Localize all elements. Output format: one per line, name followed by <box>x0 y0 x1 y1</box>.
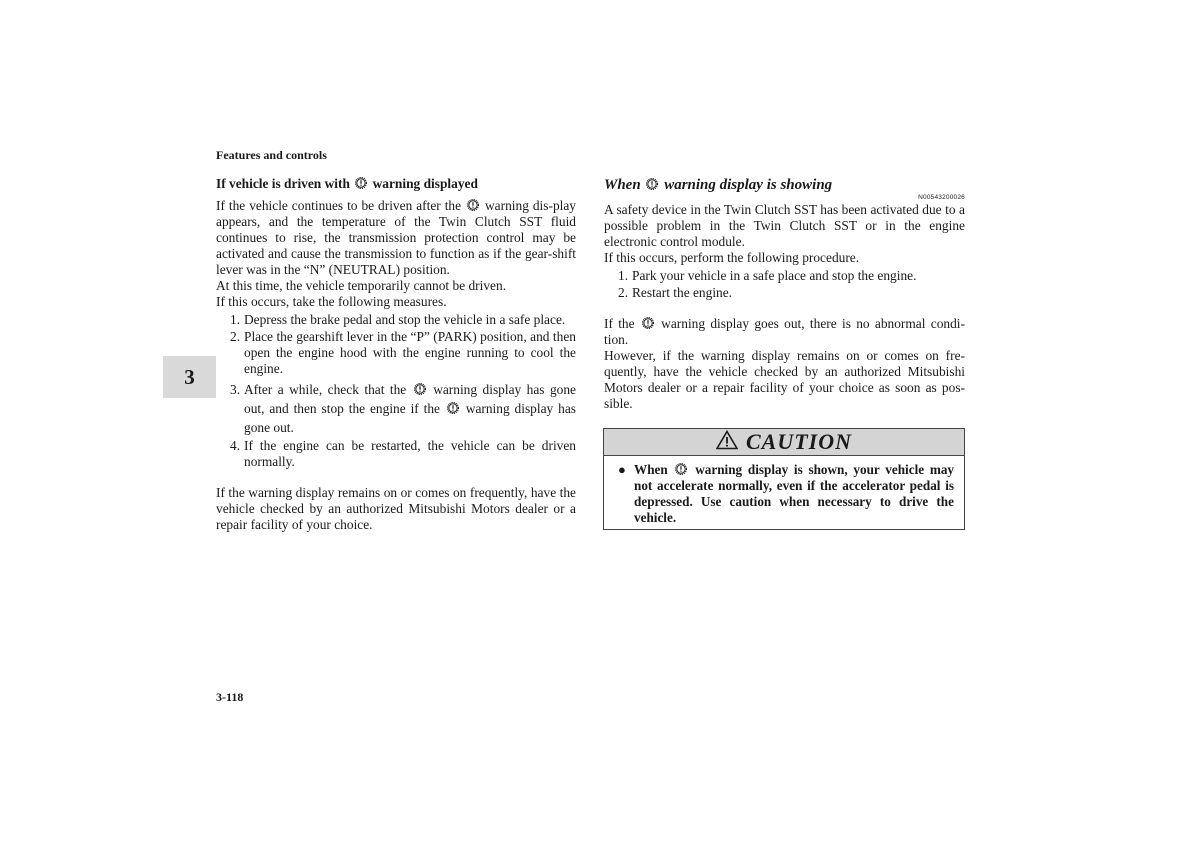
caution-text-a: When <box>634 462 668 477</box>
step-number: 4. <box>230 438 241 453</box>
list-item <box>230 312 576 328</box>
step-number: 3. <box>230 382 241 397</box>
gear-exclamation-icon <box>414 383 426 395</box>
step-text: Place the gearshift lever in the “P” (PARK) position, and then open the engine hood with the engine running to cool the engine. <box>244 329 576 376</box>
step-text: Depress the brake pedal and stop the vehicle in a safe place. <box>244 312 566 327</box>
caution-text <box>634 462 954 526</box>
list-item <box>618 285 965 301</box>
chapter-tab: 3 <box>163 356 216 398</box>
step-text-b: warning display has gone out, and then stop the engine if the <box>244 382 576 416</box>
bullet: ● <box>618 462 626 477</box>
page-number: 3-118 <box>216 690 244 704</box>
right-paragraph-4: However, if the warning display remains on or comes on fre-quently, have the vehicle checked by an authorized Mitsubishi Motors dealer or a repair facility of your choice as soon as pos-sible. <box>604 348 965 411</box>
p1-text-a: If the vehicle continues to be driven after the <box>216 198 462 213</box>
reference-code: N00543200026 <box>918 194 965 201</box>
heading-text-a: When <box>604 177 641 193</box>
step-text: Restart the engine. <box>632 285 733 300</box>
right-paragraph-2: If this occurs, perform the following procedure. <box>604 250 860 265</box>
step-number: 2. <box>618 285 629 300</box>
list-item <box>230 438 576 470</box>
gear-exclamation-icon <box>646 178 658 190</box>
step-number: 1. <box>618 268 629 283</box>
right-paragraph-3 <box>604 316 965 348</box>
left-paragraph-2: At this time, the vehicle temporarily cannot be driven. <box>216 278 507 293</box>
step-number: 1. <box>230 312 241 327</box>
step-number: 2. <box>230 329 241 344</box>
left-paragraph-4: If the warning display remains on or comes on frequently, have the vehicle checked by an authorized Mitsubishi Motors dealer or a repair facility of your choice. <box>216 485 576 532</box>
gear-exclamation-icon <box>467 199 479 211</box>
caution-header <box>604 429 964 456</box>
left-steps-list <box>230 312 576 470</box>
step-text: If the engine can be restarted, the vehicle can be driven normally. <box>244 438 576 469</box>
step-text: Park your vehicle in a safe place and stop the engine. <box>632 268 917 283</box>
list-item <box>230 380 576 437</box>
step-text-c: warning display has gone out. <box>244 401 576 435</box>
subheading-text-b: warning displayed <box>372 176 478 191</box>
step-text <box>244 380 576 437</box>
subheading-text-a: If vehicle is driven with <box>216 176 350 191</box>
gear-exclamation-icon <box>642 317 654 329</box>
heading-text-b: warning display is showing <box>664 177 833 193</box>
caution-body <box>604 456 964 526</box>
left-subheading <box>216 176 576 192</box>
right-heading <box>604 176 965 194</box>
left-column <box>216 176 576 533</box>
right-column <box>604 176 965 412</box>
gear-exclamation-icon <box>447 402 459 414</box>
p3-text-b: warning display goes out, there is no abnormal condi-tion. <box>604 316 965 347</box>
left-paragraph-3: If this occurs, take the following measures. <box>216 294 447 309</box>
warning-triangle-icon <box>716 430 738 455</box>
caution-box <box>603 428 965 530</box>
caution-title: CAUTION <box>745 429 852 454</box>
right-paragraph-1: A safety device in the Twin Clutch SST has been activated due to a possible problem in the Twin Clutch SST or in the engine electronic control module. <box>604 202 965 249</box>
gear-exclamation-icon <box>355 177 367 189</box>
caution-text-b: warning display is shown, your vehicle may not accelerate normally, even if the accelerator pedal is depressed. Use caution when necessary to drive the vehicle. <box>634 462 955 525</box>
p1-text-b: warning dis-play appears, and the temperature of the Twin Clutch SST fluid continues to rise, the transmission protection control may be activated and cause the transmission to function as if the gear-shift lever was in the “N” (NEUTRAL) position. <box>216 198 576 277</box>
left-paragraph-1 <box>216 198 576 278</box>
list-item <box>230 329 576 377</box>
list-item <box>618 268 965 284</box>
gear-exclamation-icon <box>675 463 687 475</box>
right-steps-list <box>618 268 965 301</box>
p3-text-a: If the <box>604 316 635 331</box>
step-text-a: After a while, check that the <box>244 382 407 397</box>
section-header: Features and controls <box>216 148 327 162</box>
